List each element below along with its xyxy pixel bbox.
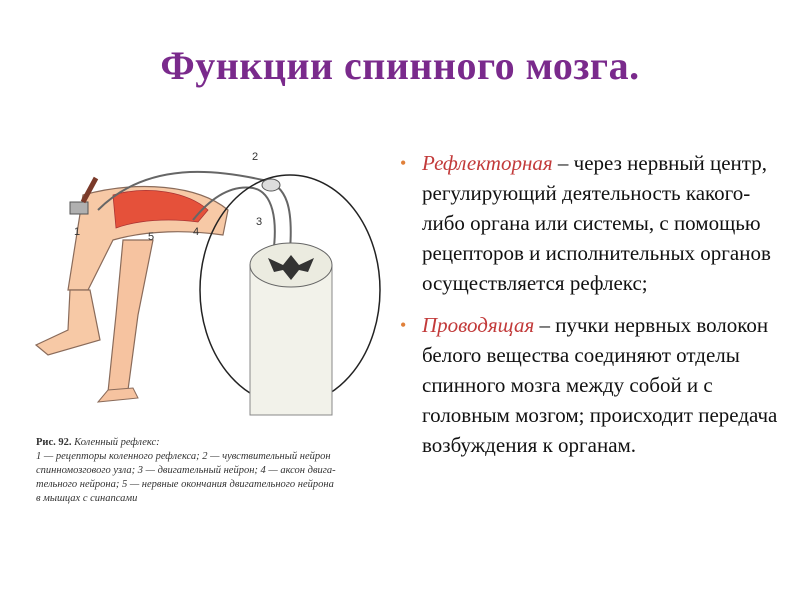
knee-reflex-figure [28,140,383,440]
knee-reflex-diagram [28,140,383,440]
function-description: – пучки нервных волокон белого вещества соединяют отделы спинного мозга между собой и с головным мозгом; происходит передача возбуждения к органам. [422,313,778,457]
function-list [398,148,788,472]
list-item [398,148,788,298]
bullet-marker: • [400,153,407,173]
foot [98,388,138,402]
function-description: – через нервный центр, регулирующий деятельность какого-либо органа или системы, с помощью рецепторов и исполнительных органов осуществляется рефлекс; [422,151,771,295]
list-item [398,310,788,460]
label-3: 3 [256,216,263,228]
figure-caption [36,436,384,506]
caption-title: Коленный рефлекс: [74,437,160,448]
caption-head: Рис. 92. [36,437,72,448]
function-term: Рефлекторная [422,151,553,175]
caption-line: в мышцах с синапсами [36,493,138,504]
function-term: Проводящая [422,313,535,337]
slide-title: Функции спинного мозга. [160,43,640,88]
label-1: 1 [74,226,81,238]
reflex-hammer-head [70,202,88,214]
caption-line: спинномозгового узла; 3 — двигательный нейрон; 4 — аксон двига- [36,465,336,476]
leg-shin [36,290,100,355]
spinal-ganglion [262,179,280,191]
caption-line: тельного нейрона; 5 — нервные окончания двигательного нейрона [36,479,334,490]
caption-line: 1 — рецепторы коленного рефлекса; 2 — чувствительный нейрон [36,451,331,462]
label-4: 4 [193,226,200,238]
label-5: 5 [148,231,155,243]
bullet-marker: • [400,315,407,335]
leg-second [108,240,153,392]
label-2: 2 [252,151,259,163]
